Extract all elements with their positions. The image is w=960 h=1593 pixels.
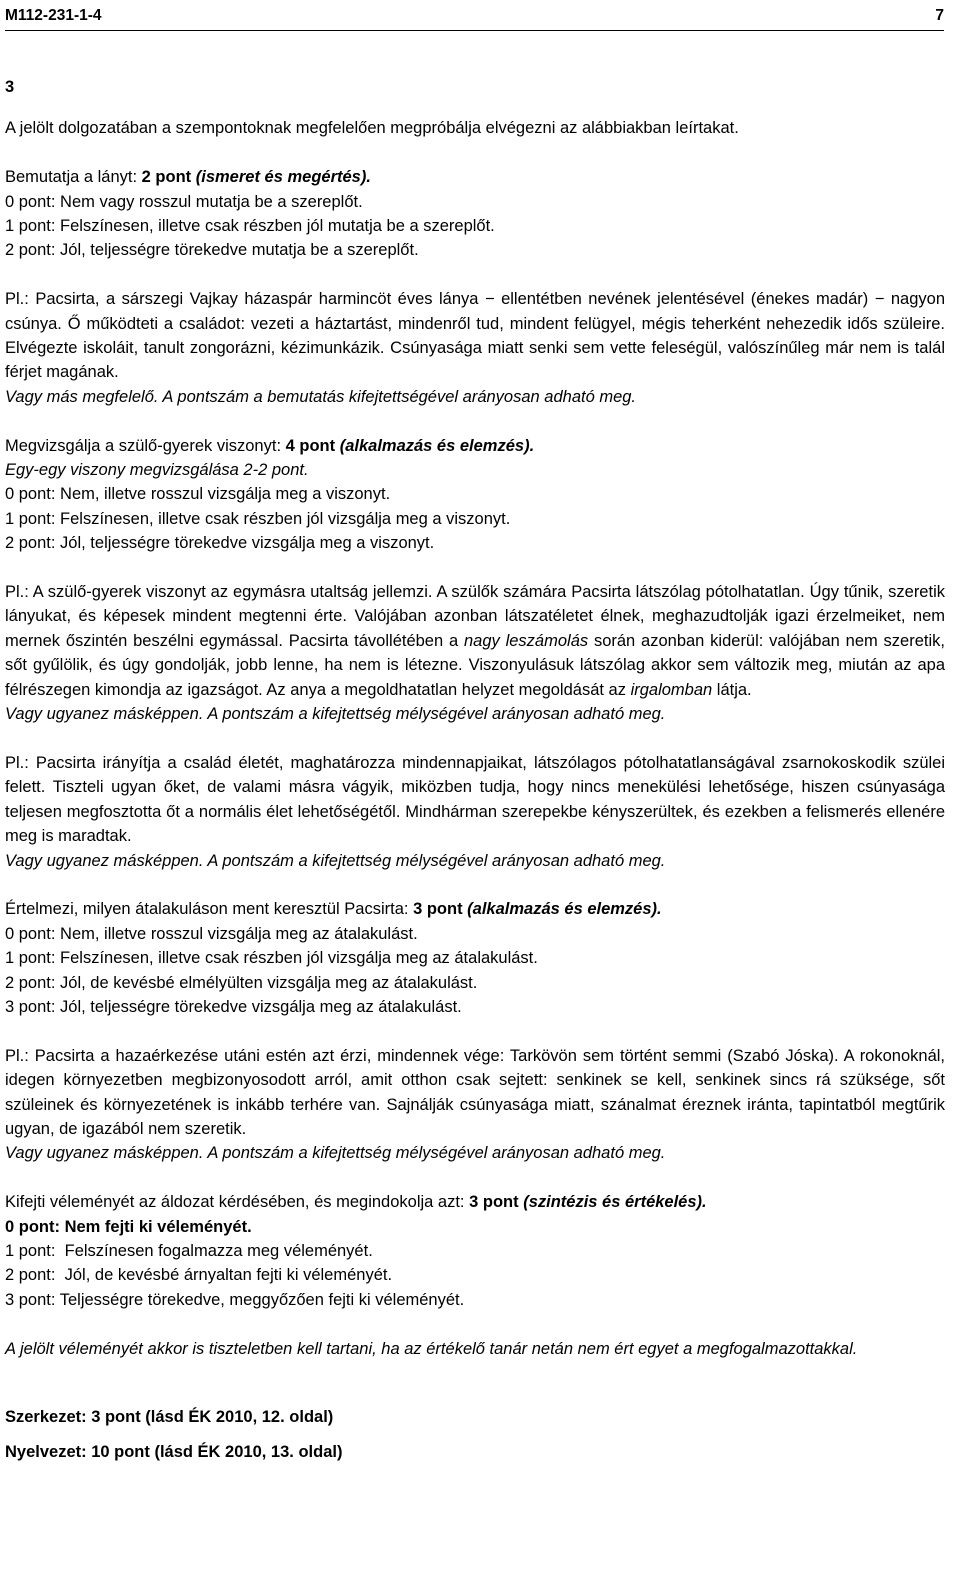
- criterion-2-example-1-note: Vagy ugyanez másképpen. A pontszám a kifejtettség mélységével arányosan adható meg.: [5, 705, 666, 724]
- criterion-3-score-0: 0 pont: Nem, illetve rosszul vizsgálja meg az átalakulást.: [5, 924, 418, 943]
- criterion-2-score-2: 2 pont: Jól, teljességre törekedve vizsgálja meg a viszonyt.: [5, 534, 435, 553]
- criterion-4-note: A jelölt véleményét akkor is tiszteletben kell tartani, ha az értékelő tanár netán nem ért egyet a megfogalmazottakkal.: [5, 1339, 858, 1358]
- criterion-2-example-2: Pl.: Pacsirta irányítja a család életét, maghatározza mindennapjaikat, látszólagos pótolhatatlanságával zsarnokoskodik szülei felett. Tiszteli ugyan őket, de valami másra vágyik, miközben tudja, hogy nincs menekülési lehetősége, hiszen csúnyasága teljesen megfosztotta őt a normális élet lehetőségétől. Mindhárman szerepekbe kényszerültek, és ezekben a felismerés ellenére meg is maradtak.: [5, 753, 945, 846]
- criterion-1-example: Pl.: Pacsirta, a sárszegi Vajkay házaspár harmincöt éves lánya − ellentétben nevének jelentésével (énekes madár) − nagyon csúnya. Ő működteti a családot: vezeti a háztartást, mindenről tud, mindent felügyel, mégis teherként nehezedik idős szüleire. Elvégezte iskoláit, tanult zongorázni, kézimunkázik. Csúnyasága miatt senki sem vette feleségül, valószínűleg már nem is talál férjet magának.: [5, 290, 945, 382]
- criterion-4-score-3: 3 pont: Teljességre törekedve, meggyőzően fejti ki véleményét.: [5, 1290, 465, 1309]
- section-number: 3: [5, 78, 15, 96]
- criterion-2-score-0: 0 pont: Nem, illetve rosszul vizsgálja meg a viszonyt.: [5, 485, 391, 504]
- criterion-3-example-note: Vagy ugyanez másképpen. A pontszám a kifejtettség mélységével arányosan adható meg.: [5, 1144, 666, 1163]
- intro-paragraph: A jelölt dolgozatában a szempontoknak megfelelően megpróbálja elvégezni az alábbiakban leírtakat.: [5, 119, 739, 138]
- criterion-3-score-1: 1 pont: Felszínesen, illetve csak részben jól vizsgálja meg az átalakulást.: [5, 949, 538, 968]
- criterion-1-score-1: 1 pont: Felszínesen, illetve csak részben jól mutatja be a szereplőt.: [5, 217, 495, 236]
- criterion-3-score-3: 3 pont: Jól, teljességre törekedve vizsgálja meg az átalakulást.: [5, 997, 462, 1016]
- criterion-3-title: Értelmezi, milyen átalakuláson ment keresztül Pacsirta: 3 pont (alkalmazás és elemzés).: [5, 900, 662, 919]
- page-content: [5, 75, 945, 1465]
- criterion-4-score-1: 1 pont: Felszínesen fogalmazza meg véleményét.: [5, 1241, 373, 1260]
- criterion-3-example: Pl.: Pacsirta a hazaérkezése utáni estén azt érzi, mindennek vége: Tarkövön sem történt semmi (Szabó Jóska). A rokonoknál, idegen környezetben megbizonyosodott arról, amit otthon csak sejtett: senkinek se kell, senkinek sincs rá szüksége, sőt szüleinek és környezetének is inkább terhére van. Sajnálják csúnyasága miatt, szánalmat éreznek iránta, tapintatból megtűrik ugyan, de igazából nem szeretik.: [5, 1046, 945, 1138]
- criterion-1-example-note: Vagy más megfelelő. A pontszám a bemutatás kifejtettségével arányosan adható meg.: [5, 387, 637, 406]
- document-code: M112-231-1-4: [5, 7, 102, 24]
- page-header: [5, 4, 944, 31]
- criterion-4-score-0: 0 pont: Nem fejti ki véleményét.: [5, 1217, 252, 1236]
- structure-score: Szerkezet: 3 pont (lásd ÉK 2010, 12. oldal): [5, 1407, 334, 1426]
- criterion-4-score-2: 2 pont: Jól, de kevésbé árnyaltan fejti ki véleményét.: [5, 1266, 393, 1285]
- criterion-1-score-2: 2 pont: Jól, teljességre törekedve mutatja be a szereplőt.: [5, 241, 419, 260]
- criterion-2-score-1: 1 pont: Felszínesen, illetve csak részben jól vizsgálja meg a viszonyt.: [5, 509, 511, 528]
- criterion-1-title: Bemutatja a lányt: 2 pont (ismeret és megértés).: [5, 168, 371, 187]
- criterion-3-score-2: 2 pont: Jól, de kevésbé elmélyülten vizsgálja meg az átalakulást.: [5, 973, 478, 992]
- criterion-1-score-0: 0 pont: Nem vagy rosszul mutatja be a szereplőt.: [5, 192, 363, 211]
- criterion-2-example-2-note: Vagy ugyanez másképpen. A pontszám a kifejtettség mélységével arányosan adható meg.: [5, 851, 666, 870]
- criterion-2-example-1: Pl.: A szülő-gyerek viszonyt az egymásra utaltság jellemzi. A szülők számára Pacsirta látszólag pótolhatatlan. Úgy tűnik, szeretik lányukat, és képesek mindent megtenni érte. Valójában azonban látszatéletet élnek, meghazudtolják igazi érzelmeiket, nem mernek őszintén beszélni egymással. Pacsirta távollétében a nagy leszámolás során azonban kiderül: valójában nem szeretik, sőt gyűlölik, és úgy gondolják, jobb lenne, ha nem is létezne. Viszonyulásuk látszólag akkor sem változik meg, miután az apa félrészegen kimondja az igazságot. Az anya a megoldhatatlan helyzet megoldását az irgalomban látja.: [5, 583, 945, 699]
- criterion-4-title: Kifejti véleményét az áldozat kérdésében, és megindokolja azt: 3 pont (szintézis és értékelés).: [5, 1193, 707, 1212]
- criterion-2-subtitle: Egy-egy viszony megvizsgálása 2-2 pont.: [5, 461, 309, 480]
- language-score: Nyelvezet: 10 pont (lásd ÉK 2010, 13. oldal): [5, 1443, 343, 1462]
- page-number: 7: [935, 7, 944, 24]
- criterion-2-title: Megvizsgálja a szülő-gyerek viszonyt: 4 pont (alkalmazás és elemzés).: [5, 436, 535, 455]
